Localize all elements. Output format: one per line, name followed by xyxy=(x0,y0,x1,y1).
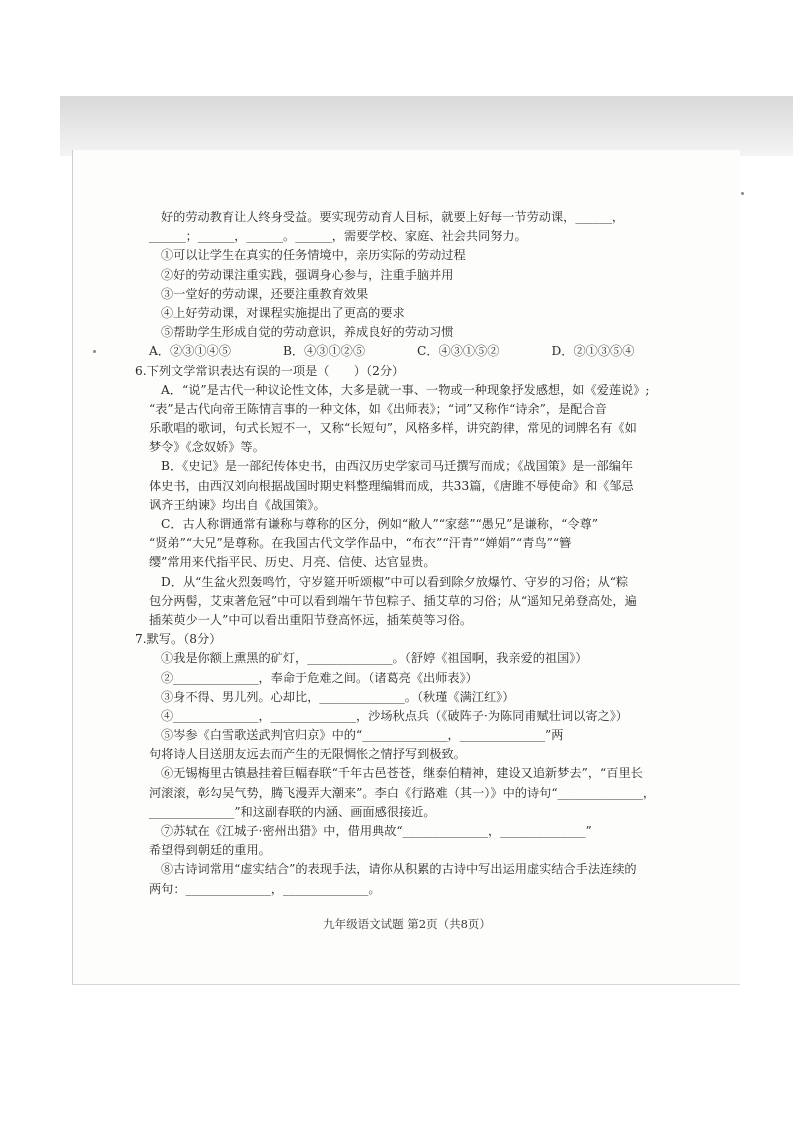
answer-options xyxy=(149,342,709,361)
text-line: 梦令》《念奴娇》等。 xyxy=(149,440,265,455)
text-line: ①可以让学生在真实的任务情境中，亲历实际的劳动过程 xyxy=(161,248,466,263)
text-line: ⑤岑参《白雪歌送武判官归京》中的“______________，______________”两 xyxy=(161,728,564,743)
text-line: 希望得到朝廷的重用。 xyxy=(149,843,271,858)
text-line: B．《史记》是一部纪传体史书，由西汉历史学家司马迁撰写而成；《战国策》是一部编年 xyxy=(161,459,634,474)
exam-content xyxy=(135,208,709,899)
text-line: “贤弟”“大兄”是尊称。在我国古代文学作品中，“布衣”“汗青”“婵娟”“青鸟”“簪 xyxy=(149,536,572,551)
scan-shadow xyxy=(60,96,793,156)
text-line: ⑤帮助学生形成自觉的劳动意识，养成良好的劳动习惯 xyxy=(161,325,454,340)
text-line: ①我是你额上熏黑的矿灯，______________。（舒婷《祖国啊，我亲爱的祖国》） xyxy=(161,651,588,666)
text-line: ②好的劳动课注重实践，强调身心参与，注重手脑并用 xyxy=(161,267,454,282)
text-line: 两句：______________，______________。 xyxy=(149,881,381,896)
text-line: ⑥无锡梅里古镇悬挂着巨幅春联“千年古邑苍苍，继泰伯精神，建设又追新梦去”，“百里长 xyxy=(161,766,643,781)
text-line: 河滚滚，彰勾吴气势，腾飞漫弄大潮来”。李白《行路难（其一）》中的诗句“______________， xyxy=(149,785,656,800)
text-line: ⑧古诗词常用“虚实结合”的表现手法，请你从积累的古诗中写出运用虚实结合手法连续的 xyxy=(161,862,637,877)
text-line: ③身不得、男儿列。心却比，______________。（秋瑾《满江红》） xyxy=(161,689,515,704)
text-line: 好的劳动教育让人终身受益。要实现劳动育人目标，就要上好每一节劳动课，______， xyxy=(161,210,625,224)
option-d: D．②①③⑤④ xyxy=(551,344,635,359)
text-line: ④______________，______________，沙场秋点兵（《破阵子·为陈同甫赋壮词以寄之》） xyxy=(161,708,628,723)
text-line: 插茱萸少一人”中可以看出重阳节登高怀远，插茱萸等习俗。 xyxy=(149,612,473,627)
text-line: D．从“生盆火烈轰鸣竹，守岁筵开听颂椒”中可以看到除夕放爆竹、守岁的习俗；从“粽 xyxy=(161,574,629,589)
option-c: C．④③①⑤② xyxy=(417,344,500,359)
text-line: 讽齐王纳谏》均出自《战国策》。 xyxy=(149,497,326,512)
text-line: A．“说”是古代一种议论性文体，大多是就一事、一物或一种现象抒发感想，如《爱莲说》; xyxy=(161,382,650,397)
text-line: 体史书，由西汉刘向根据战国时期史料整理编辑而成，共33篇，《唐雎不辱使命》和《邹忌 xyxy=(149,478,634,493)
scan-speck xyxy=(741,192,744,195)
text-line: ______________”和这副春联的内涵、画面感很接近。 xyxy=(149,804,436,819)
text-line: ______；______，______。______，需要学校、家庭、社会共同努力。 xyxy=(149,229,527,244)
option-a: A．②③①④⑤ xyxy=(149,344,231,359)
text-line: ⑦苏轼在《江城子·密州出猎》中，借用典故“______________，______________” xyxy=(161,824,592,838)
text-line: ②______________，奉命于危难之间。（诸葛亮《出师表》） xyxy=(161,670,478,685)
text-line: ③一堂好的劳动课，还要注重教育效果 xyxy=(161,286,369,301)
text-line: 包分两髻，艾束著危冠”中可以看到端午节包粽子、插艾草的习俗；从“遥知兄弟登高处，遍 xyxy=(149,593,637,608)
text-line: ④上好劳动课，对课程实施提出了更高的要求 xyxy=(161,305,405,320)
text-line: 句将诗人目送朋友远去而产生的无限惆怅之情抒写到极致。 xyxy=(149,747,466,762)
exam-page xyxy=(72,150,740,985)
option-b: B．④③①②⑤ xyxy=(282,344,366,359)
page-footer: 九年级语文试题 第2页（共8页） xyxy=(323,917,491,931)
text-line: “表”是古代向帝王陈情言事的一种文体，如《出师表》；“词”又称作“诗余”，是配合音 xyxy=(149,401,607,416)
question-heading: 6.下列文学常识表达有误的一项是（ ）（2分） xyxy=(135,363,405,378)
question-heading: 7.默写。（8分） xyxy=(135,632,222,647)
scan-speck xyxy=(93,350,96,353)
text-line: C．古人称谓通常有谦称与尊称的区分，例如“敝人”“家慈”“愚兄”是谦称，“令尊” xyxy=(161,517,598,531)
text-line: 乐歌唱的歌词，句式长短不一，又称“长短句”，风格多样，讲究韵律，常见的词牌名有《如 xyxy=(149,421,637,436)
text-line: 缨”常用来代指平民、历史、月亮、信使、达官显贵。 xyxy=(149,555,436,570)
